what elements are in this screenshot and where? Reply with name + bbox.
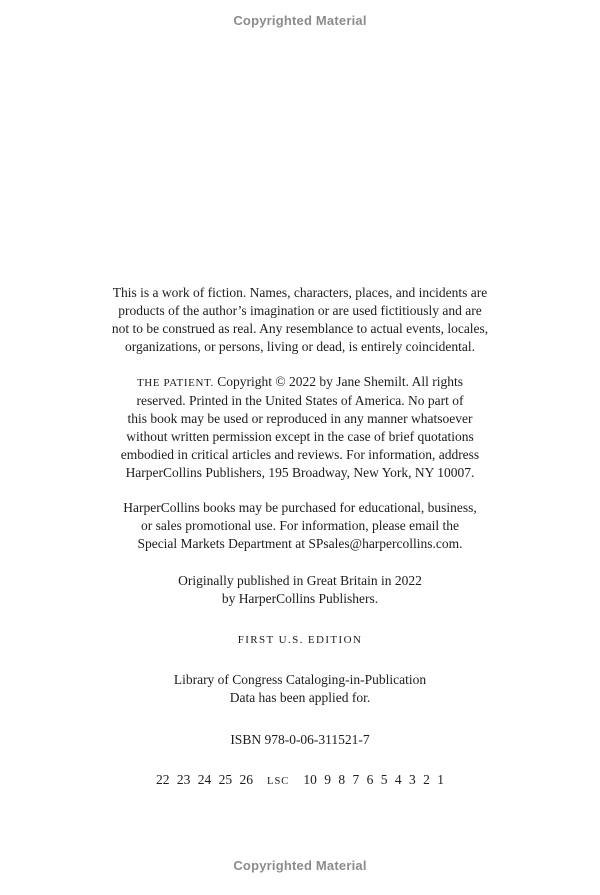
copyright-notice-paragraph: [0, 373, 600, 482]
library-of-congress-paragraph: Library of Congress Cataloging-in-Publication Data has been applied for.: [173, 672, 427, 705]
copyright-notice-first-line: [80, 373, 520, 392]
copyright-notice-first-line-rest: Copyright © 2022 by Jane Shemilt. All rights: [213, 374, 463, 389]
printers-key-years: 22 23 24 25 26: [156, 772, 254, 787]
printers-key-printer-code: LSC: [267, 776, 290, 787]
original-publication-paragraph: Originally published in Great Britain in 2022 by HarperCollins Publishers.: [178, 573, 422, 606]
copyrighted-material-banner-bottom: Copyrighted Material: [233, 858, 367, 873]
isbn-line: ISBN 978-0-06-311521-7: [230, 732, 370, 747]
special-markets-paragraph: HarperCollins books may be purchased for educational, business, or sales promotional use. For information, please email the Special Markets Department at SPsales@harpercollins.com.: [123, 500, 477, 551]
copyright-page-content: [0, 284, 600, 791]
fiction-disclaimer-paragraph: This is a work of fiction. Names, characters, places, and incidents are products of the author’s imagination or are used fictitiously and are not to be construed as real. Any resemblance to actual events, locales, organizations, or persons, living or dead, is entirely coincidental.: [111, 285, 489, 354]
copyrighted-material-banner-top: Copyrighted Material: [233, 13, 367, 28]
edition-statement: FIRST U.S. EDITION: [237, 634, 363, 646]
copyright-notice-rest-lines: reserved. Printed in the United States of America. No part of this book may be used or reproduced in any manner whatsoever without written permission except in the case of brief quotations embodied in critical articles and reviews. For information, address HarperCollins Publishers, 195 Broadway, New York, NY 10007.: [120, 393, 480, 480]
printers-key-print-run: 10 9 8 7 6 5 4 3 2 1: [303, 772, 444, 787]
book-title-smallcaps: THE PATIENT.: [136, 377, 214, 389]
printers-key-line: [0, 771, 600, 791]
